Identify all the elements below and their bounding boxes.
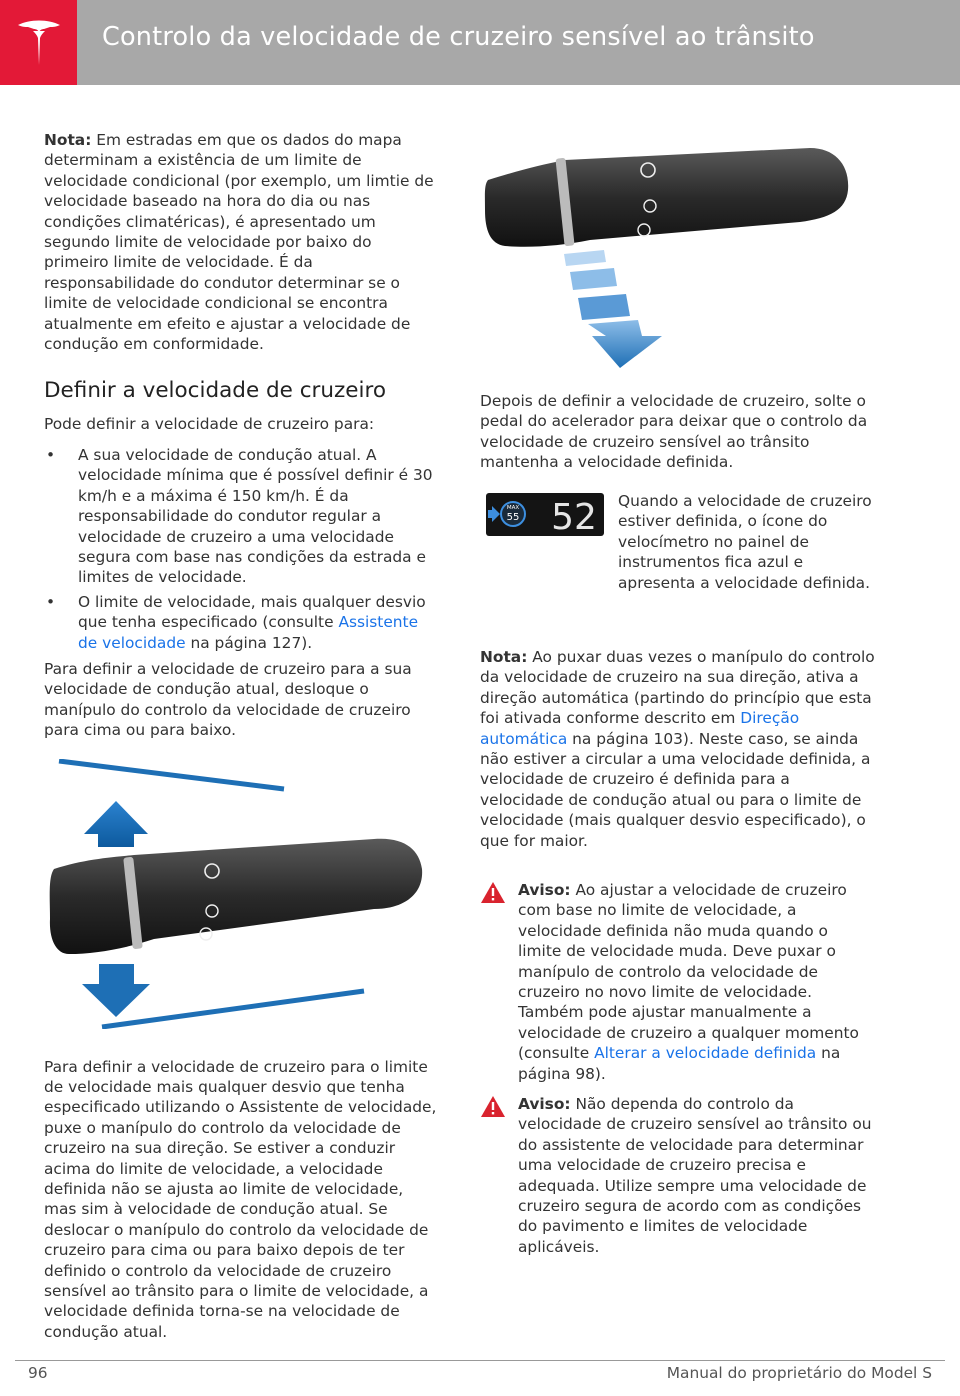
- page-number: 96: [28, 1364, 48, 1382]
- autosteer-note: [480, 647, 875, 851]
- bullet-icon: •: [46, 445, 56, 464]
- manual-title: Manual do proprietário do Model S: [666, 1364, 932, 1382]
- up-motion-line: [59, 761, 284, 789]
- tesla-logo: [0, 0, 77, 85]
- warning-label: Aviso:: [518, 881, 571, 899]
- warning-text: [518, 880, 875, 1084]
- paragraph-release-pedal: Depois de definir a velocidade de cruzeiro, solte o pedal do acelerador para deixar que o controlo da velocidade de cruzeiro sensível ao trânsito mantenha a velocidade definida.: [480, 392, 868, 472]
- bullet-text: A sua velocidade de condução atual. A velocidade mínima que é possível definir é 30 km/h e a máxima é 150 km/h. É da responsabilidade do condutor regular a velocidade de cruzeiro a uma velocidade segura com base nas condições da estrada e limites de velocidade.: [78, 445, 433, 587]
- bullet-icon: •: [46, 592, 56, 611]
- speed-assist-link[interactable]: Assistente de velocidade: [78, 613, 419, 652]
- warning-label: Aviso:: [518, 1095, 571, 1113]
- list-item: [44, 592, 439, 653]
- tesla-logo-icon: [16, 17, 62, 69]
- warning-icon: [480, 1095, 506, 1118]
- cruise-stalk-image: [50, 838, 422, 953]
- pull-band: [578, 294, 630, 320]
- pull-band: [570, 268, 617, 290]
- section-heading: Definir a velocidade de cruzeiro: [44, 378, 387, 404]
- intro-text: Pode definir a velocidade de cruzeiro para:: [44, 415, 375, 434]
- up-arrow-icon: [84, 801, 148, 847]
- cruise-active-icon: [488, 506, 500, 522]
- warning-text-pre: Ao ajustar a velocidade de cruzeiro com base no limite de velocidade, a velocidade definida não muda quando o limite de velocidade muda. Deve puxar o manípulo de controlo da velocidade de cruzeiro no novo limite de velocidade. Também pode ajustar manualmente a velocidade de cruzeiro a qualquer momento (consulte: [518, 881, 859, 1063]
- down-arrow-icon: [82, 964, 150, 1017]
- note-text-pre: Ao puxar duas vezes o manípulo do controlo da velocidade de cruzeiro na sua direção, ativa a direção automática (partindo do princípio que esta foi ativada conforme descrito em: [480, 648, 875, 728]
- speedometer-image: [486, 493, 604, 536]
- down-motion-line: [102, 991, 364, 1027]
- note-text: Em estradas em que os dados do mapa determinam a existência de um limite de velocidade condicional (por exemplo, um limtie de velocidade baseado na hora do dia ou nas condições climatéricas), é apresentado um segundo limite de velocidade por baixo do primeiro limite de velocidade. É da responsabilidade do condutor determinar se o limite de velocidade condicional se encontra atualmente em efeito e ajustar a velocidade de condução em conformidade.: [44, 131, 434, 354]
- list-item: [44, 445, 439, 588]
- cruise-stalk-image: [485, 148, 848, 247]
- warning-text-post: na página 98).: [518, 1044, 841, 1083]
- pull-arrow-icon: [588, 320, 662, 368]
- note-label: Nota:: [480, 648, 528, 666]
- note-label: Nota:: [44, 131, 92, 149]
- page-header: [0, 0, 960, 85]
- note-conditional-limit: [44, 130, 439, 354]
- autosteer-link[interactable]: Direção automática: [480, 709, 800, 748]
- pull-band: [564, 250, 606, 266]
- warning-do-not-depend: [480, 1094, 875, 1257]
- note-paragraph: [480, 647, 875, 851]
- speed-limit-max-label: MAX: [506, 505, 520, 511]
- page-title: Controlo da velocidade de cruzeiro sensível ao trânsito: [102, 22, 815, 52]
- warning-speed-limit: [480, 880, 875, 1084]
- note-text-post: na página 103). Neste caso, se ainda não estiver a circular a uma velocidade definida, a velocidade de cruzeiro é definida para a velocidade de condução atual ou para o limite de velocidade (mais qualquer desvio especificado), o que for maior.: [480, 729, 871, 850]
- change-set-speed-link[interactable]: Alterar a velocidade definida: [594, 1044, 817, 1063]
- paragraph-move-stalk: Para definir a velocidade de cruzeiro para a sua velocidade de condução atual, desloque o manípulo do controlo da velocidade de cruzeiro para cima ou para baixo.: [44, 659, 412, 740]
- speed-limit-value: 55: [506, 512, 520, 523]
- bullet-text-pre: O limite de velocidade, mais qualquer desvio que tenha especificado (consulte: [78, 592, 426, 632]
- footer-divider: [15, 1360, 945, 1361]
- bullet-list: [44, 445, 439, 653]
- current-speed-value: 52: [551, 497, 597, 536]
- left-column: [44, 130, 439, 1342]
- bullet-text-post: na página 127).: [185, 633, 313, 652]
- warning-icon: [480, 881, 506, 904]
- stalk-up-down-illustration: [44, 759, 439, 1029]
- warning-text-body: Não dependa do controlo da velocidade de cruzeiro sensível ao trânsito ou do assistente de velocidade para determinar uma velocidade de cruzeiro precisa e adequada. Utilize sempre uma velocidade de cruzeiro segura de acordo com as condições do pavimento e limites de velocidade aplicáveis.: [518, 1095, 872, 1256]
- paragraph-pull-stalk: Para definir a velocidade de cruzeiro para o limite de velocidade mais qualquer desvio que tenha especificado utilizando o Assistente de velocidade, puxe o manípulo do controlo da velocidade de cruzeiro na sua direção. Se estiver a conduzir acima do limite de velocidade, a velocidade definida não se ajusta ao limite de velocidade, mas sim à velocidade de condução atual. Se deslocar o manípulo do controlo da velocidade de cruzeiro para cima ou para baixo depois de ter definido o controlo da velocidade de cruzeiro sensível ao trânsito para o limite de velocidade, a velocidade definida torna-se na velocidade de condução atual.: [44, 1057, 437, 1341]
- stalk-pull-illustration: [480, 140, 875, 372]
- speedometer-caption: Quando a velocidade de cruzeiro estiver definida, o ícone do velocímetro no painel de instrumentos fica azul e apresenta a velocidade definida.: [618, 492, 872, 592]
- warning-text: [518, 1094, 875, 1257]
